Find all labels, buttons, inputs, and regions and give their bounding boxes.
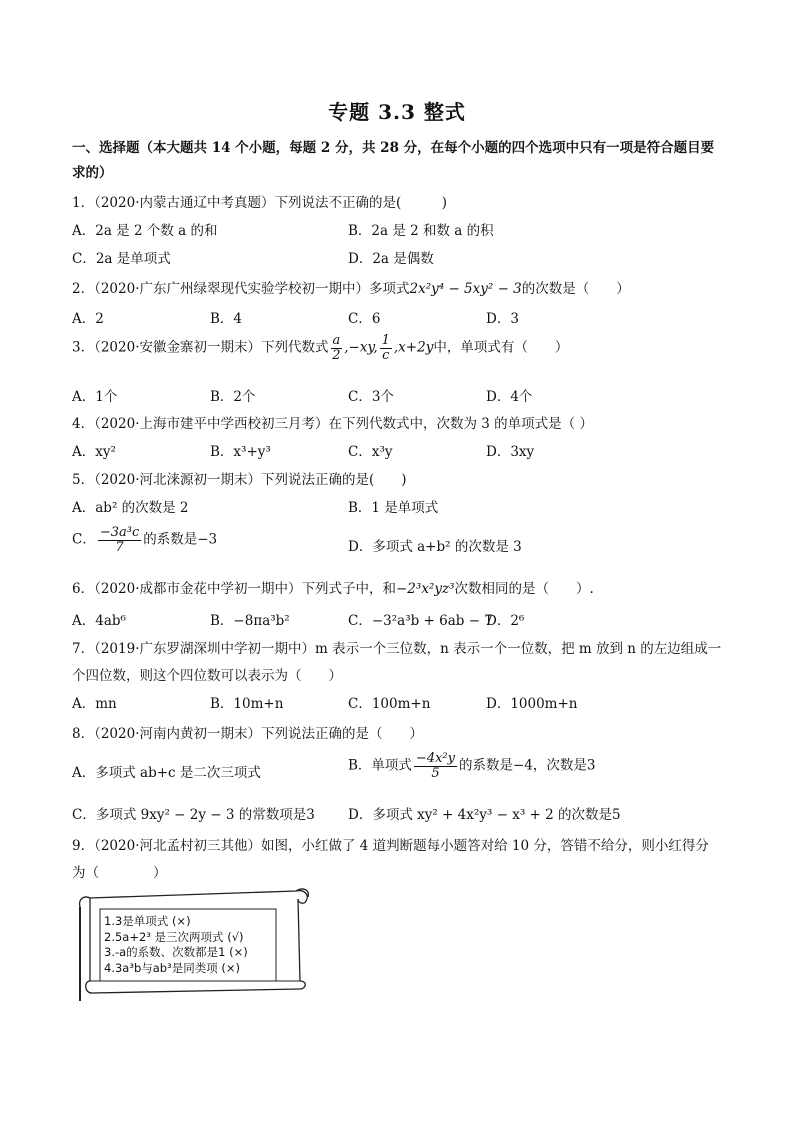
scroll-item-3: 3.-a的系数、次数都是1 (×) bbox=[104, 945, 248, 959]
q7-option-d: D．1000m+n bbox=[486, 696, 578, 712]
q6-option-b: B．−8πa³b² bbox=[210, 613, 290, 629]
q3-stem-prefix: 3．（2020·安徽金寨初一期末）下列代数式 bbox=[72, 339, 329, 356]
q1-stem: 1．（2020·内蒙古通辽中考真题）下列说法不正确的是( ) bbox=[72, 195, 448, 211]
q4-stem: 4．（2020·上海市建平中学西校初三月考）在下列代数式中，次数为 3 的单项式是（ ） bbox=[72, 416, 593, 432]
q6-option-a: A．4ab⁶ bbox=[72, 613, 126, 629]
q6-option-d: D．2⁶ bbox=[486, 613, 525, 629]
q7-stem-line1: 7．（2019·广东罗湖深圳中学初一期中）m 表示一个三位数，n 表示一个一位数，把 m 放到 n 的左边组成一 bbox=[72, 641, 722, 657]
q6-stem bbox=[72, 577, 732, 597]
q4-option-c: C．x³y bbox=[348, 444, 393, 460]
q5-option-d: D．多项式 a+b² 的次数是 3 bbox=[348, 539, 522, 555]
q5-option-a: A．ab² 的次数是 2 bbox=[72, 500, 189, 516]
q7-stem-line2: 个四位数，则这个四位数可以表示为（ ） bbox=[72, 668, 342, 684]
q7-option-c: C．100m+n bbox=[348, 696, 431, 712]
q5-option-c: C． $\frac{\text{−3a³c}}{7}$ 的系数是−3 bbox=[72, 525, 218, 555]
q2-option-c: C．6 bbox=[348, 311, 381, 327]
q8-option-b-fraction: $\frac{\text{−4x²y}}{5}$ bbox=[415, 751, 455, 781]
q2-stem bbox=[72, 277, 732, 297]
q1-option-a: A．2a 是 2 个数 a 的和 bbox=[72, 223, 218, 239]
q8-stem: 8．（2020·河南内黄初一期末）下列说法正确的是（ ） bbox=[72, 726, 423, 742]
q2-option-d: D．3 bbox=[486, 311, 519, 327]
q3-option-a: A．1个 bbox=[72, 389, 118, 405]
section-heading-line2: 求的） bbox=[72, 165, 113, 181]
q3-stem-suffix: 中，单项式有（ ） bbox=[433, 339, 569, 356]
q8-option-a: A．多项式 ab+c 是二次三项式 bbox=[72, 765, 261, 781]
q3-option-c: C．3个 bbox=[348, 389, 394, 405]
scroll-item-4: 4.3a³b与ab³是同类项 (×) bbox=[104, 960, 240, 975]
q6-expression: −2³x²yz³ bbox=[396, 581, 455, 597]
q3-fraction-2: $\frac{1}{c}$ bbox=[381, 333, 390, 363]
scroll-item-2: 2.5a+2³ 是三次两项式 (√) bbox=[104, 929, 244, 944]
q5-option-c-fraction: $\frac{\text{−3a³c}}{7}$ bbox=[99, 525, 140, 555]
section-heading-line1: 一、选择题（本大题共 14 个小题，每题 2 分，共 28 分，在每个小题的四个选项中只有一项是符合题目要 bbox=[72, 140, 715, 156]
scroll-item-1: 1.3是单项式 (×) bbox=[104, 914, 191, 928]
q2-stem-suffix: 的次数是（ ） bbox=[521, 281, 630, 297]
q7-option-a: A．mn bbox=[72, 696, 117, 712]
q5-stem: 5．（2020·河北涞源初一期末）下列说法正确的是( ) bbox=[72, 472, 407, 488]
page-title: 专题 3.3 整式 bbox=[328, 100, 466, 124]
q8-option-d: D．多项式 xy² + 4x²y³ − x³ + 2 的次数是5 bbox=[348, 807, 621, 823]
q4-option-b: B．x³+y³ bbox=[210, 444, 271, 460]
q1-option-d: D．2a 是偶数 bbox=[348, 251, 434, 267]
q1-option-b: B．2a 是 2 和数 a 的积 bbox=[348, 223, 494, 239]
q6-option-c: C．−3²a³b + 6ab − 7 bbox=[348, 613, 493, 629]
q4-option-d: D．3xy bbox=[486, 444, 535, 460]
q6-stem-prefix: 6．（2020·成都市金花中学初一期中）下列式子中，和 bbox=[72, 581, 396, 597]
q3-option-b: B．2个 bbox=[210, 389, 256, 405]
q9-stem-line2: 为（ ） bbox=[72, 865, 167, 881]
q1-option-c: C．2a 是单项式 bbox=[72, 251, 171, 267]
q3-option-d: D．4个 bbox=[486, 389, 533, 405]
q3-fraction-1: $\frac{a}{2}$ bbox=[332, 333, 341, 363]
q2-option-b: B．4 bbox=[210, 311, 243, 327]
q3-stem: 3．（2020·安徽金寨初一期末）下列代数式 $\frac{a}{2}$ ,−xy, $\frac{1}{c}$ ,x+2y中，单项式有（ ） bbox=[72, 333, 569, 363]
scroll-text bbox=[104, 914, 248, 976]
q5-option-b: B．1 是单项式 bbox=[348, 500, 439, 516]
q2-option-a: A．2 bbox=[72, 311, 104, 327]
q8-option-c: C．多项式 9xy² − 2y − 3 的常数项是3 bbox=[72, 807, 315, 823]
q8-option-b: B．单项式 $\frac{\text{−4x²y}}{5}$ 的系数是−4，次数是3 bbox=[348, 751, 596, 781]
q7-option-b: B．10m+n bbox=[210, 696, 284, 712]
q9-stem-line1: 9．（2020·河北孟村初三其他）如图，小红做了 4 道判断题每小题答对给 10 分，答错不给分，则小红得分 bbox=[72, 838, 709, 854]
q2-stem-prefix: 2．（2020·广东广州绿翠现代实验学校初一期中）多项式 bbox=[72, 281, 410, 297]
q2-expression: 2x²y⁴ − 5xy² − 3 bbox=[409, 281, 522, 297]
q6-stem-suffix: 次数相同的是（ ）. bbox=[454, 581, 594, 597]
q4-option-a: A．xy² bbox=[72, 444, 116, 460]
